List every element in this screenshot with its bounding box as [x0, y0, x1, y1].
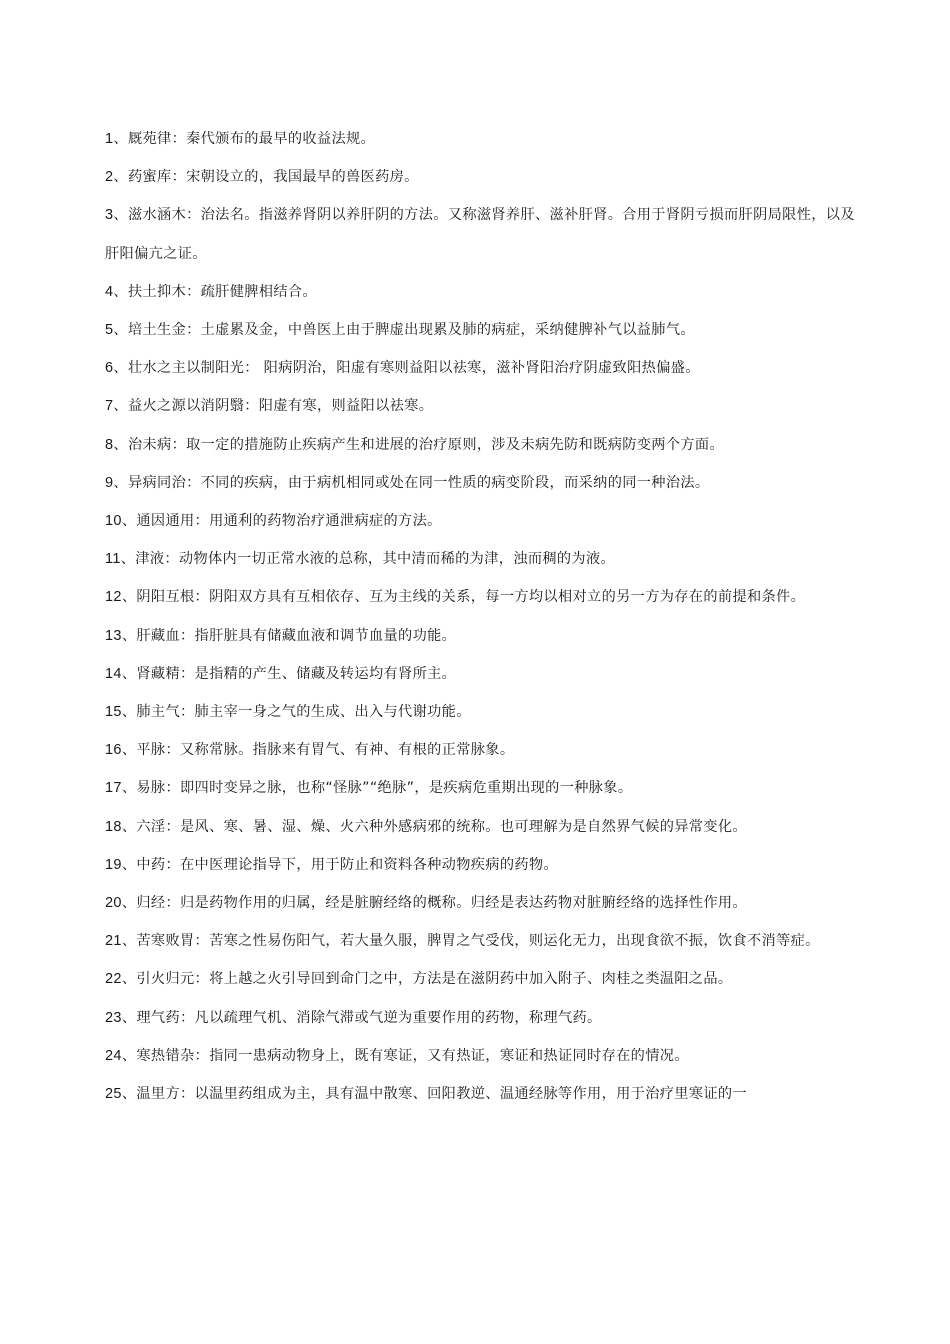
entry-number: 6 — [105, 360, 114, 377]
glossary-entry — [105, 999, 857, 1037]
entry-text: 、肾藏精：是指精的产生、储藏及转运均有肾所主。 — [121, 665, 457, 682]
entry-number: 5 — [105, 322, 114, 339]
entry-number: 9 — [105, 474, 114, 491]
entry-number: 8 — [105, 436, 114, 453]
entry-text: 、易脉：即四时变异之脉，也称“怪脉”“绝脉”，是疾病危重期出现的一种脉象。 — [121, 780, 633, 797]
entry-text: 、阴阳互根：阴阳双方具有互相依存、互为主线的关系，每一方均以相对立的另一方为存在的前提和条件。 — [121, 589, 806, 606]
entry-number: 15 — [105, 704, 122, 721]
entry-text: 、归经：归是药物作用的归属，经是脏腑经络的概称。归经是表达药物对脏腑经络的选择性作用。 — [121, 895, 747, 912]
glossary-entry — [105, 1075, 857, 1113]
entry-number: 10 — [105, 513, 122, 530]
entry-text: 、治未病：取一定的措施防止疾病产生和进展的治疗原则，涉及未病先防和既病防变两个方面。 — [113, 436, 724, 453]
glossary-entry — [105, 464, 857, 502]
glossary-entry — [105, 960, 857, 998]
entry-text: 、扶土抑木：疏肝健脾相结合。 — [113, 283, 317, 300]
entry-text: 、引火归元：将上越之火引导回到命门之中，方法是在滋阴药中加入附子、肉桂之类温阳之品。 — [121, 971, 733, 988]
entry-text: 、津液：动物体内一切正常水液的总称，其中清而稀的为津，浊而稠的为液。 — [120, 551, 616, 568]
entry-number: 25 — [105, 1086, 122, 1103]
glossary-entry — [105, 578, 857, 616]
entry-number: 24 — [105, 1047, 122, 1064]
glossary-entry — [105, 731, 857, 769]
entry-text: 、肺主气：肺主宰一身之气的生成、出入与代谢功能。 — [121, 704, 471, 721]
entry-number: 7 — [105, 398, 114, 415]
glossary-entry — [105, 502, 857, 540]
entry-text: 、温里方：以温里药组成为主，具有温中散寒、回阳教逆、温通经脉等作用，用于治疗里寒证的一 — [121, 1086, 747, 1103]
entry-text: 、异病同治：不同的疾病，由于病机相同或处在同一性质的病变阶段，而采纳的同一种治法。 — [113, 474, 710, 491]
glossary-entry — [105, 1037, 857, 1075]
entry-text: 、寒热错杂：指同一患病动物身上，既有寒证，又有热证，寒证和热证同时存在的情况。 — [121, 1047, 689, 1064]
entry-text: 、肝藏血：指肝脏具有储藏血液和调节血量的功能。 — [121, 627, 457, 644]
glossary-entry — [105, 349, 857, 387]
entry-number: 21 — [105, 933, 122, 950]
glossary-entry — [105, 922, 857, 960]
glossary-entry — [105, 884, 857, 922]
glossary-entry — [105, 311, 857, 349]
entry-number: 1 — [105, 131, 114, 147]
entry-number: 16 — [105, 742, 122, 759]
entry-text: 、药蜜库：宋朝设立的，我国最早的兽医药房。 — [113, 169, 419, 186]
entry-text: 、滋水涵木：治法名。指滋养肾阴以养肝阴的方法。又称滋肾养肝、滋补肝肾。合用于肾阴亏损而肝阴局限性，以及肝阳偏亢之证。 — [105, 207, 855, 262]
glossary-list — [105, 120, 857, 1113]
entry-text: 、厩苑律：秦代颁布的最早的收益法规。 — [113, 131, 376, 147]
glossary-entry — [105, 120, 857, 158]
entry-number: 18 — [105, 818, 122, 835]
entry-text: 、培土生金：土虚累及金，中兽医上由于脾虚出现累及肺的病症，采纳健脾补气以益肺气。 — [113, 322, 695, 339]
entry-number: 14 — [105, 665, 122, 682]
glossary-entry — [105, 158, 857, 196]
entry-number: 22 — [105, 971, 122, 988]
glossary-entry — [105, 808, 857, 846]
entry-number: 12 — [105, 589, 122, 606]
entry-number: 3 — [105, 207, 114, 224]
entry-text: 、中药：在中医理论指导下，用于防止和资料各种动物疾病的药物。 — [121, 856, 558, 873]
entry-number: 19 — [105, 856, 122, 873]
glossary-entry — [105, 693, 857, 731]
entry-text: 、平脉：又称常脉。指脉来有胃气、有神、有根的正常脉象。 — [121, 742, 515, 759]
entry-text: 、理气药：凡以疏理气机、消除气滞或气逆为重要作用的药物，称理气药。 — [121, 1009, 602, 1026]
glossary-entry — [105, 387, 857, 425]
entry-text: 、通因通用：用通利的药物治疗通泄病症的方法。 — [121, 513, 442, 530]
entry-number: 2 — [105, 169, 114, 186]
entry-number: 13 — [105, 627, 122, 644]
glossary-entry — [105, 540, 857, 578]
entry-text: 、苦寒败胃：苦寒之性易伤阳气，若大量久服，脾胃之气受伐，则运化无力，出现食欲不振，饮食不消等症。 — [121, 933, 820, 950]
entry-text: 、壮水之主以制阳光： 阳病阴治，阳虚有寒则益阳以祛寒，滋补肾阳治疗阴虚致阳热偏盛。 — [113, 360, 700, 377]
glossary-entry — [105, 196, 857, 272]
entry-text: 、益火之源以消阴翳：阳虚有寒，则益阳以祛寒。 — [113, 398, 434, 415]
entry-number: 11 — [105, 551, 121, 568]
glossary-entry — [105, 617, 857, 655]
glossary-entry — [105, 769, 857, 807]
entry-number: 4 — [105, 283, 114, 300]
glossary-entry — [105, 426, 857, 464]
entry-number: 23 — [105, 1009, 122, 1026]
entry-text: 、六淫：是风、寒、暑、湿、燥、火六种外感病邪的统称。也可理解为是自然界气候的异常变化。 — [121, 818, 747, 835]
entry-number: 20 — [105, 895, 122, 912]
entry-number: 17 — [105, 780, 122, 797]
glossary-entry — [105, 846, 857, 884]
glossary-entry — [105, 273, 857, 311]
glossary-entry — [105, 655, 857, 693]
